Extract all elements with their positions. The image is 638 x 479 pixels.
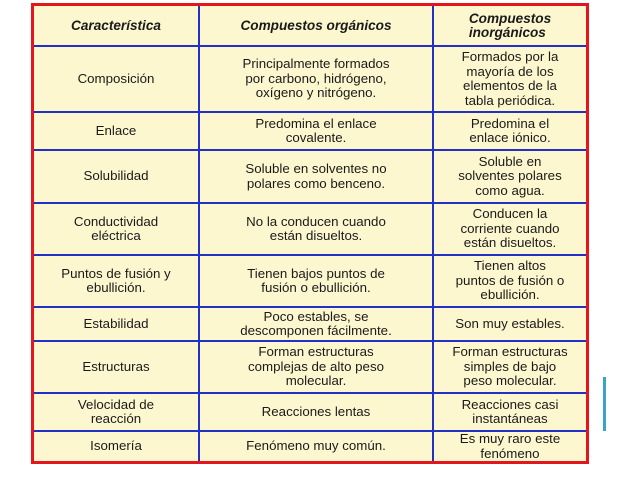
- header-characteristic: Característica: [34, 6, 199, 46]
- header-organic: Compuestos orgánicos: [199, 6, 433, 46]
- cell-organic: Poco estables, se descomponen fácilmente.: [199, 307, 433, 341]
- cell-inorganic: Son muy estables.: [433, 307, 586, 341]
- cell-inorganic: Tienen altos puntos de fusión o ebullición.: [433, 255, 586, 307]
- header-inorganic: [433, 6, 586, 46]
- cell-characteristic: Enlace: [34, 112, 199, 150]
- cell-inorganic: Forman estructuras simples de bajo peso molecular.: [433, 341, 586, 393]
- cell-characteristic: Conductividad eléctrica: [34, 203, 199, 255]
- table-row: [34, 150, 586, 203]
- table-row: [34, 203, 586, 255]
- table-row: [34, 112, 586, 150]
- cell-organic: Soluble en solventes no polares como benceno.: [199, 150, 433, 203]
- cell-inorganic: Formados por la mayoría de los elementos de la tabla periódica.: [433, 46, 586, 112]
- cell-inorganic: Conducen la corriente cuando están disueltos.: [433, 203, 586, 255]
- cell-inorganic: Predomina el enlace iónico.: [433, 112, 586, 150]
- cell-organic: Principalmente formados por carbono, hidrógeno, oxígeno y nitrógeno.: [199, 46, 433, 112]
- table-row: [34, 393, 586, 431]
- cell-inorganic: Reacciones casi instantáneas: [433, 393, 586, 431]
- comparison-table: [34, 6, 586, 461]
- cell-characteristic: Estructuras: [34, 341, 199, 393]
- cell-inorganic: Soluble en solventes polares como agua.: [433, 150, 586, 203]
- cell-organic: Reacciones lentas: [199, 393, 433, 431]
- decorative-accent-bar: [603, 377, 606, 431]
- cell-characteristic: Velocidad de reacción: [34, 393, 199, 431]
- cell-characteristic: Isomería: [34, 431, 199, 461]
- cell-characteristic: Composición: [34, 46, 199, 112]
- cell-characteristic: Puntos de fusión y ebullición.: [34, 255, 199, 307]
- cell-organic: No la conducen cuando están disueltos.: [199, 203, 433, 255]
- cell-inorganic: Es muy raro este fenómeno: [433, 431, 586, 461]
- table-row: [34, 341, 586, 393]
- header-row: [34, 6, 586, 46]
- table-row: [34, 431, 586, 461]
- cell-characteristic: Solubilidad: [34, 150, 199, 203]
- table-row: [34, 255, 586, 307]
- cell-organic: Predomina el enlace covalente.: [199, 112, 433, 150]
- header-inorganic-label: Compuestos inorgánicos: [468, 11, 552, 40]
- cell-organic: Fenómeno muy común.: [199, 431, 433, 461]
- table-row: [34, 46, 586, 112]
- cell-organic: Forman estructuras complejas de alto peso molecular.: [199, 341, 433, 393]
- table-row: [34, 307, 586, 341]
- cell-organic: Tienen bajos puntos de fusión o ebullición.: [199, 255, 433, 307]
- cell-characteristic: Estabilidad: [34, 307, 199, 341]
- comparison-table-frame: [31, 3, 589, 464]
